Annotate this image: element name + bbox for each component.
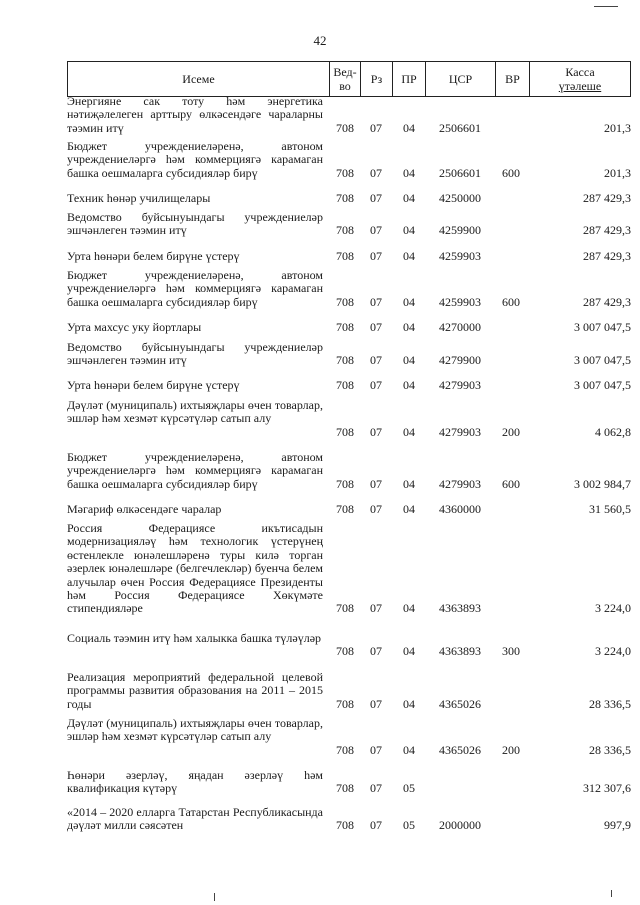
row-rz: 07 xyxy=(370,353,382,368)
header-kassa-line1: Касса xyxy=(565,65,595,79)
row-pr: 04 xyxy=(403,120,415,135)
row-amount: 997,9 xyxy=(604,818,631,833)
row-rz: 07 xyxy=(370,742,382,757)
row-amount: 28 336,5 xyxy=(589,696,631,711)
row-amount: 287 429,3 xyxy=(583,223,631,238)
row-amount: 3 224,0 xyxy=(595,601,631,616)
row-pr: 04 xyxy=(403,319,415,334)
row-pr: 04 xyxy=(403,501,415,516)
row-csr: 4259900 xyxy=(439,223,481,238)
row-pr: 04 xyxy=(403,476,415,491)
row-ved: 708 xyxy=(336,319,354,334)
row-amount: 201,3 xyxy=(604,120,631,135)
row-amount: 3 007 047,5 xyxy=(574,319,631,334)
header-name: Исеме xyxy=(67,62,329,96)
row-csr: 4259903 xyxy=(439,294,481,309)
header-kassa xyxy=(529,62,631,96)
row-amount: 31 560,5 xyxy=(589,501,631,516)
row-ved: 708 xyxy=(336,120,354,135)
row-vr: 600 xyxy=(502,294,520,309)
row-rz: 07 xyxy=(370,424,382,439)
row-name: Урта һөнәри белем бирүне үстерү xyxy=(67,378,240,392)
row-ved: 708 xyxy=(336,601,354,616)
row-rz: 07 xyxy=(370,319,382,334)
table-row xyxy=(67,269,631,309)
row-name: Дәүләт (муниципаль) ихтыяҗлары өчен товарлар, эшләр һәм хезмәт күрсәтүләр сатып алу xyxy=(67,398,323,426)
row-name: Дәүләт (муниципаль) ихтыяҗлары өчен товарлар, эшләр һәм хезмәт күрсәтүләр сатып алу xyxy=(67,716,323,744)
page-number: 42 xyxy=(313,33,327,48)
row-name: Бюджет учреждениеләренә, автоном учреждениеләргә һәм коммерциягә карамаган башка оешмаларга субсидияләр бирү xyxy=(67,139,323,180)
row-csr: 4259903 xyxy=(439,248,481,263)
header-kassa-line2: үтәлеше xyxy=(558,79,602,93)
row-vr: 200 xyxy=(502,742,520,757)
row-name: Бюджет учреждениеләренә, автоном учреждениеләргә һәм коммерциягә карамаган башка оешмаларга субсидияләр бирү xyxy=(67,450,323,491)
table-row xyxy=(67,341,631,368)
table-row xyxy=(67,451,631,491)
row-ved: 708 xyxy=(336,501,354,516)
scan-mark xyxy=(214,893,215,901)
row-rz: 07 xyxy=(370,501,382,516)
row-csr: 4279903 xyxy=(439,424,481,439)
row-amount: 287 429,3 xyxy=(583,294,631,309)
row-csr: 4360000 xyxy=(439,501,481,516)
table-row xyxy=(67,399,631,439)
row-rz: 07 xyxy=(370,644,382,659)
table-row xyxy=(67,717,631,757)
scan-mark xyxy=(611,890,612,897)
row-ved: 708 xyxy=(336,294,354,309)
row-csr: 4279903 xyxy=(439,377,481,392)
row-rz: 07 xyxy=(370,601,382,616)
row-vr: 200 xyxy=(502,424,520,439)
table-row xyxy=(67,211,631,238)
row-csr: 4270000 xyxy=(439,319,481,334)
row-amount: 28 336,5 xyxy=(589,742,631,757)
header-csr: ЦСР xyxy=(425,62,495,96)
row-rz: 07 xyxy=(370,294,382,309)
row-rz: 07 xyxy=(370,190,382,205)
row-pr: 05 xyxy=(403,781,415,796)
header-rz: Рз xyxy=(360,62,392,96)
row-ved: 708 xyxy=(336,165,354,180)
row-name: Россия Федерациясе икътисадын модернизацияләү һәм технологик үстерүнең өстенлекле юнәлешләренә туры килә торган әзерлек юнәлешләре (белгечлекләр) буенча белем алучылар өчен Россия Федерациясе Президенты һәм Россия Федерациясе Хөкүмәте стипендияләре xyxy=(67,521,323,616)
table-row xyxy=(67,250,631,263)
row-name: Техник һөнәр училищелары xyxy=(67,191,211,205)
row-amount: 3 224,0 xyxy=(595,644,631,659)
row-pr: 04 xyxy=(403,165,415,180)
row-pr: 04 xyxy=(403,377,415,392)
row-name: Бюджет учреждениеләренә, автоном учреждениеләргә һәм коммерциягә карамаган башка оешмаларга субсидияләр бирү xyxy=(67,268,323,309)
row-ved: 708 xyxy=(336,742,354,757)
table-row xyxy=(67,522,631,616)
row-name: Урта махсус уку йортлары xyxy=(67,320,202,334)
row-ved: 708 xyxy=(336,781,354,796)
row-csr: 4363893 xyxy=(439,644,481,659)
row-vr: 600 xyxy=(502,476,520,491)
row-rz: 07 xyxy=(370,696,382,711)
table-row xyxy=(67,806,631,833)
row-pr: 04 xyxy=(403,742,415,757)
row-pr: 04 xyxy=(403,353,415,368)
row-rz: 07 xyxy=(370,248,382,263)
table-row xyxy=(67,321,631,334)
row-pr: 04 xyxy=(403,223,415,238)
row-name: Энергияне сак тоту һәм энергетика нәтиҗәлелеген арттыру өлкәсендәге чараларны тәэмин итү xyxy=(67,94,323,135)
row-ved: 708 xyxy=(336,353,354,368)
row-csr: 4365026 xyxy=(439,696,481,711)
table-row xyxy=(67,140,631,180)
row-ved: 708 xyxy=(336,696,354,711)
row-amount: 201,3 xyxy=(604,165,631,180)
row-ved: 708 xyxy=(336,818,354,833)
row-pr: 04 xyxy=(403,644,415,659)
row-pr: 04 xyxy=(403,294,415,309)
row-name: Ведомство буйсынуындагы учреждениеләр эшчәнлеген тәэмин итү xyxy=(67,340,323,368)
row-pr: 05 xyxy=(403,818,415,833)
row-pr: 04 xyxy=(403,190,415,205)
row-rz: 07 xyxy=(370,223,382,238)
row-amount: 287 429,3 xyxy=(583,190,631,205)
row-rz: 07 xyxy=(370,818,382,833)
row-name: Һөнәри әзерләү, яңадан әзерләү һәм квалификация күтәрү xyxy=(67,768,323,796)
header-vedomstvo: Вед-во xyxy=(329,62,360,96)
row-name: Урта һөнәри белем бирүне үстерү xyxy=(67,249,240,263)
row-csr: 4250000 xyxy=(439,190,481,205)
row-ved: 708 xyxy=(336,644,354,659)
row-amount: 3 007 047,5 xyxy=(574,353,631,368)
header-pr: ПР xyxy=(392,62,425,96)
table-row xyxy=(67,632,631,659)
table-row xyxy=(67,192,631,205)
row-pr: 04 xyxy=(403,601,415,616)
table-row xyxy=(67,503,631,516)
row-name: Мәгариф өлкәсендәге чаралар xyxy=(67,502,222,516)
row-csr: 2000000 xyxy=(439,818,481,833)
row-ved: 708 xyxy=(336,223,354,238)
row-csr: 4279900 xyxy=(439,353,481,368)
row-name: «2014 – 2020 елларга Татарстан Республикасында дәүләт милли сәясәтен xyxy=(67,805,323,833)
row-csr: 4363893 xyxy=(439,601,481,616)
row-name: Реализация мероприятий федеральной целевой программы развития образования на 2011 – 2015 годы xyxy=(67,670,323,711)
row-csr: 4365026 xyxy=(439,742,481,757)
table-row xyxy=(67,95,631,135)
row-name: Социаль тәэмин итү һәм халыкка башка түләүләр xyxy=(67,631,322,645)
row-ved: 708 xyxy=(336,248,354,263)
row-amount: 4 062,8 xyxy=(595,424,631,439)
row-rz: 07 xyxy=(370,120,382,135)
row-ved: 708 xyxy=(336,424,354,439)
row-csr: 2506601 xyxy=(439,165,481,180)
row-rz: 07 xyxy=(370,476,382,491)
row-pr: 04 xyxy=(403,696,415,711)
table-header xyxy=(67,61,631,97)
row-amount: 3 002 984,7 xyxy=(574,476,631,491)
row-amount: 312 307,6 xyxy=(583,781,631,796)
scan-mark xyxy=(594,6,618,7)
row-ved: 708 xyxy=(336,476,354,491)
table-row xyxy=(67,379,631,392)
row-rz: 07 xyxy=(370,377,382,392)
table-row xyxy=(67,769,631,796)
row-vr: 300 xyxy=(502,644,520,659)
header-vr: ВР xyxy=(495,62,529,96)
row-csr: 2506601 xyxy=(439,120,481,135)
row-ved: 708 xyxy=(336,377,354,392)
row-pr: 04 xyxy=(403,248,415,263)
row-amount: 287 429,3 xyxy=(583,248,631,263)
row-pr: 04 xyxy=(403,424,415,439)
row-rz: 07 xyxy=(370,165,382,180)
row-amount: 3 007 047,5 xyxy=(574,377,631,392)
table-row xyxy=(67,671,631,711)
row-csr: 4279903 xyxy=(439,476,481,491)
row-name: Ведомство буйсынуындагы учреждениеләр эшчәнлеген тәэмин итү xyxy=(67,210,323,238)
row-ved: 708 xyxy=(336,190,354,205)
row-vr: 600 xyxy=(502,165,520,180)
row-rz: 07 xyxy=(370,781,382,796)
